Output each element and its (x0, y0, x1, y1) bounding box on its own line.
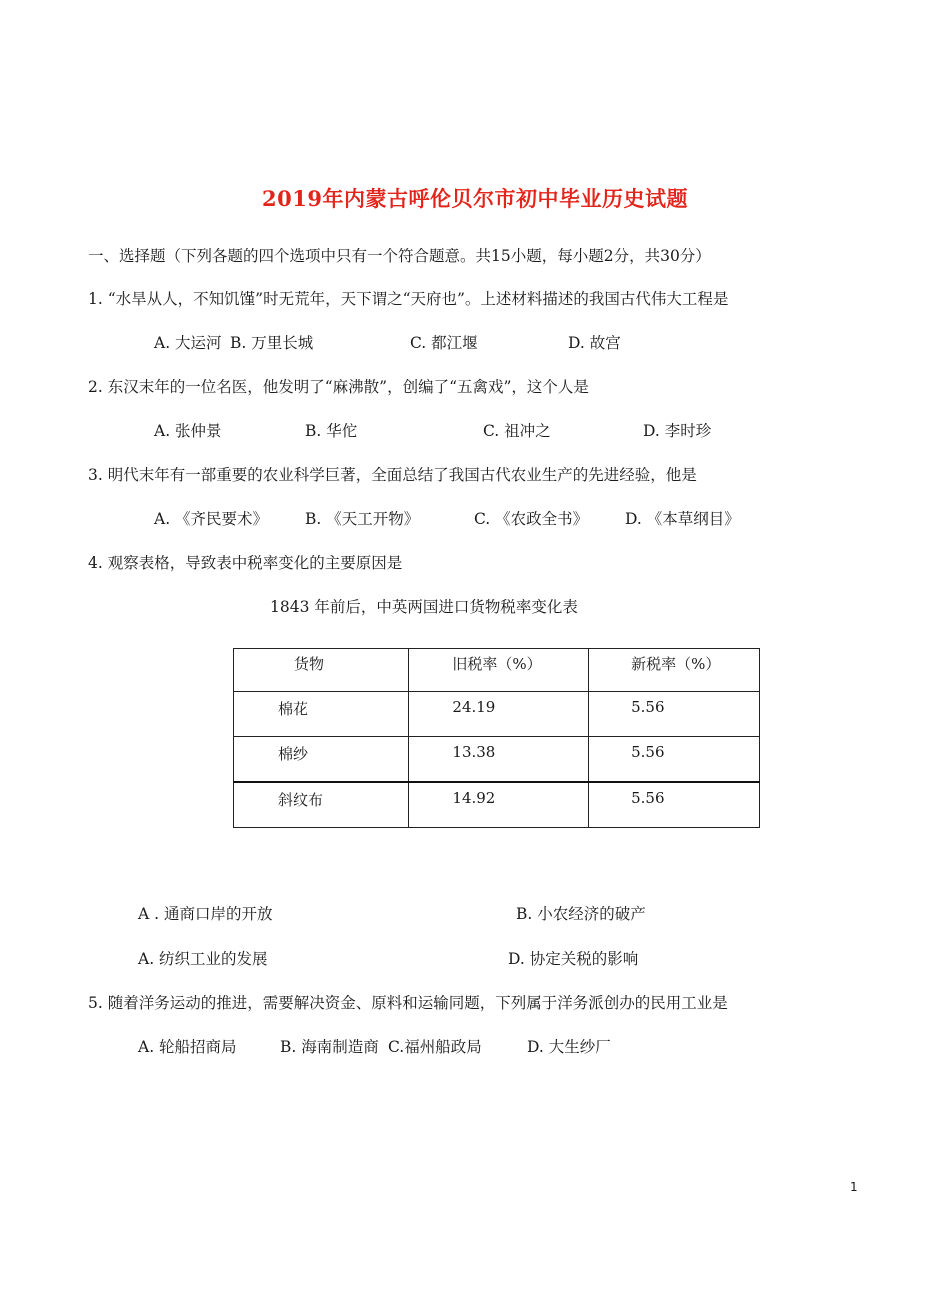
table-header-cell: 新税率（%） (589, 649, 760, 692)
table-row (234, 782, 760, 828)
table-cell: 斜纹布 (234, 782, 409, 828)
q5-option-b: B. 海南制造商 (280, 1038, 379, 1056)
table-cell: 5.56 (589, 692, 760, 737)
section-heading: 一、选择题（下列各题的四个选项中只有一个符合题意。共15小题，每小题2分，共30分） (88, 247, 711, 265)
q5-option-a: A. 轮船招商局 (138, 1038, 237, 1056)
question-1-stem: 1. “水旱从人，不知饥馑”时无荒年，天下谓之“天府也”。上述材料描述的我国古代伟大工程是 (88, 290, 729, 308)
q4-option-b: B. 小农经济的破产 (516, 905, 646, 923)
question-2-stem: 2. 东汉末年的一位名医，他发明了“麻沸散”，创编了“五禽戏”，这个人是 (88, 378, 589, 396)
table-cell: 14.92 (409, 782, 589, 828)
q1-option-b: B. 万里长城 (230, 334, 314, 352)
q1-option-d: D. 故宫 (568, 334, 621, 352)
q3-option-b: B. 《天工开物》 (305, 510, 420, 528)
q5-option-c: C.福州船政局 (388, 1038, 482, 1056)
question-4-stem: 4. 观察表格，导致表中税率变化的主要原因是 (88, 554, 403, 572)
table-header-cell: 旧税率（%） (409, 649, 589, 692)
page-number: 1 (850, 1180, 858, 1194)
table-cell: 5.56 (589, 782, 760, 828)
table-row (234, 692, 760, 737)
q3-option-d: D. 《本草纲目》 (625, 510, 740, 528)
q4-option-d: D. 协定关税的影响 (508, 950, 639, 968)
table-cell: 5.56 (589, 737, 760, 783)
table-cell: 24.19 (409, 692, 589, 737)
exam-title: 2019年内蒙古呼伦贝尔市初中毕业历史试题 (262, 186, 688, 211)
question-3-stem: 3. 明代末年有一部重要的农业科学巨著，全面总结了我国古代农业生产的先进经验，他是 (88, 466, 697, 484)
question-5-stem: 5. 随着洋务运动的推进，需要解决资金、原料和运输同题，下列属于洋务派创办的民用工业是 (88, 994, 728, 1012)
q5-option-d: D. 大生纱厂 (527, 1038, 611, 1056)
q2-option-d: D. 李时珍 (643, 422, 712, 440)
q4-option-a: A . 通商口岸的开放 (138, 905, 273, 923)
q3-option-c: C. 《农政全书》 (474, 510, 589, 528)
tax-rate-table (233, 648, 760, 828)
q2-option-a: A. 张仲景 (154, 422, 222, 440)
table-cell: 棉纱 (234, 737, 409, 783)
q3-option-a: A. 《齐民要术》 (154, 510, 269, 528)
q2-option-b: B. 华佗 (305, 422, 358, 440)
q4-option-c: A. 纺织工业的发展 (138, 950, 268, 968)
table-header-row (234, 649, 760, 692)
table-header-cell: 货物 (234, 649, 409, 692)
q2-option-c: C. 祖冲之 (483, 422, 551, 440)
q1-option-a: A. 大运河 (154, 334, 222, 352)
q1-option-c: C. 都江堰 (410, 334, 478, 352)
table-caption: 1843 年前后，中英两国进口货物税率变化表 (270, 598, 578, 616)
table-row (234, 737, 760, 783)
table-cell: 棉花 (234, 692, 409, 737)
table-cell: 13.38 (409, 737, 589, 783)
